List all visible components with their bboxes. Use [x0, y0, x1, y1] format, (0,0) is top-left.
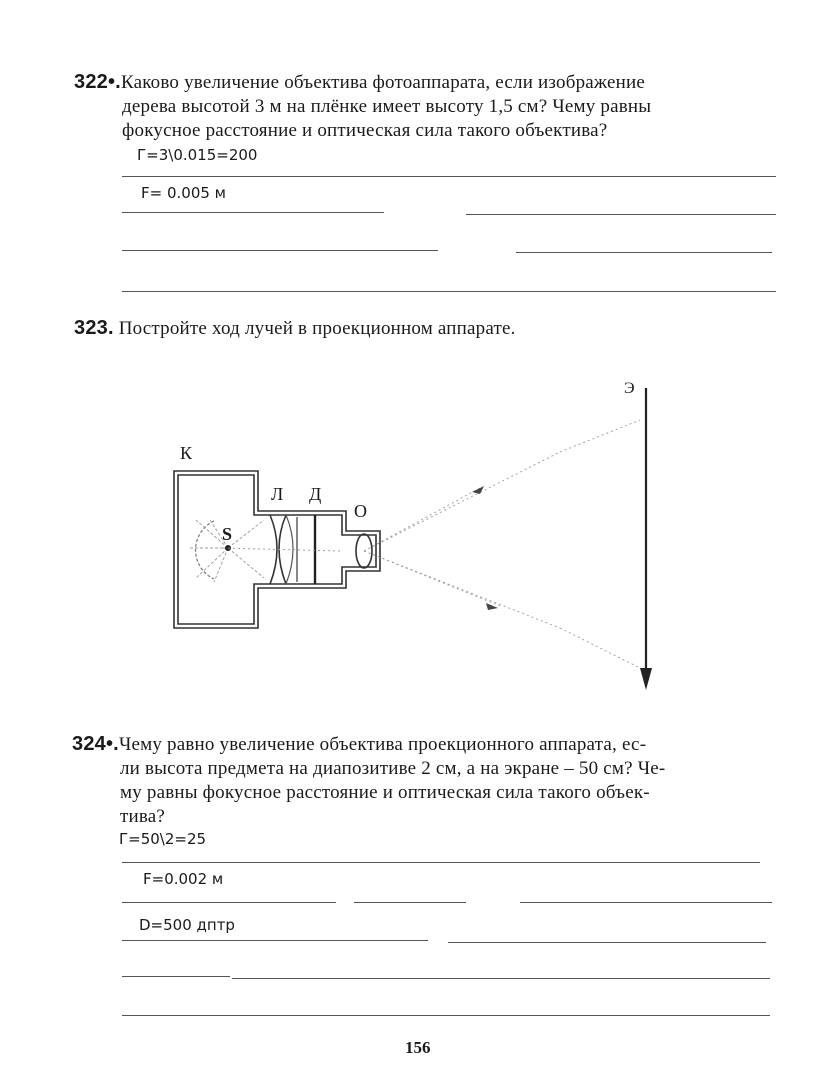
task-324	[72, 732, 792, 829]
ray-arrow-up	[472, 486, 484, 494]
answer-line	[232, 978, 770, 979]
task-324-text-3: му равны фокусное расстояние и оптическая сила такого объек-	[120, 782, 650, 803]
task-324-text-1: Чему равно увеличение объектива проекционного аппарата, ес-	[118, 734, 647, 755]
label-s: S	[222, 524, 233, 544]
label-e: Э	[624, 380, 635, 397]
task-324-answer-2: F=0.002 м	[143, 870, 224, 888]
task-322-answer-1: Г=3\0.015=200	[137, 146, 258, 164]
page-number: 156	[405, 1038, 431, 1057]
task-324-text-4: тива?	[120, 806, 166, 827]
task-324-answer-3: D=500 дптр	[139, 916, 235, 934]
task-322-text-3: фокусное расстояние и оптическая сила такого объектива?	[122, 120, 608, 141]
answer-line	[122, 862, 760, 863]
task-322-marker: •.	[107, 71, 121, 93]
task-324-answer-1: Г=50\2=25	[119, 830, 207, 848]
task-323-number: 323.	[74, 317, 114, 339]
task-322-number: 322	[74, 71, 108, 93]
task-324-marker: •.	[105, 733, 119, 755]
task-323-text: Постройте ход лучей в проекционном аппарате.	[118, 318, 516, 339]
task-322-text-2: дерева высотой 3 м на плёнке имеет высоту 1,5 см? Чему равны	[122, 96, 652, 117]
task-322-text-1: Каково увеличение объектива фотоаппарата, если изображение	[120, 72, 645, 93]
label-d: Д	[309, 484, 322, 504]
task-322-answer-2: F= 0.005 м	[141, 184, 226, 202]
answer-line	[122, 976, 230, 977]
projection-rays	[220, 420, 640, 668]
label-k: К	[180, 443, 193, 463]
answer-line	[122, 902, 336, 903]
answer-line	[354, 902, 466, 903]
task-324-text-2: ли высота предмета на диапозитиве 2 см, а на экране – 50 см? Че-	[120, 758, 666, 779]
answer-line	[448, 942, 766, 943]
answer-line	[122, 1015, 770, 1016]
screen-arrowhead	[640, 668, 652, 690]
label-l: Л	[271, 484, 284, 504]
task-324-number: 324	[72, 733, 106, 755]
label-o: О	[354, 501, 367, 521]
answer-line	[122, 940, 428, 941]
lamp-source	[225, 545, 231, 551]
answer-line	[520, 902, 772, 903]
task-324-line-1	[72, 732, 792, 757]
ray-arrow-down	[486, 603, 498, 610]
